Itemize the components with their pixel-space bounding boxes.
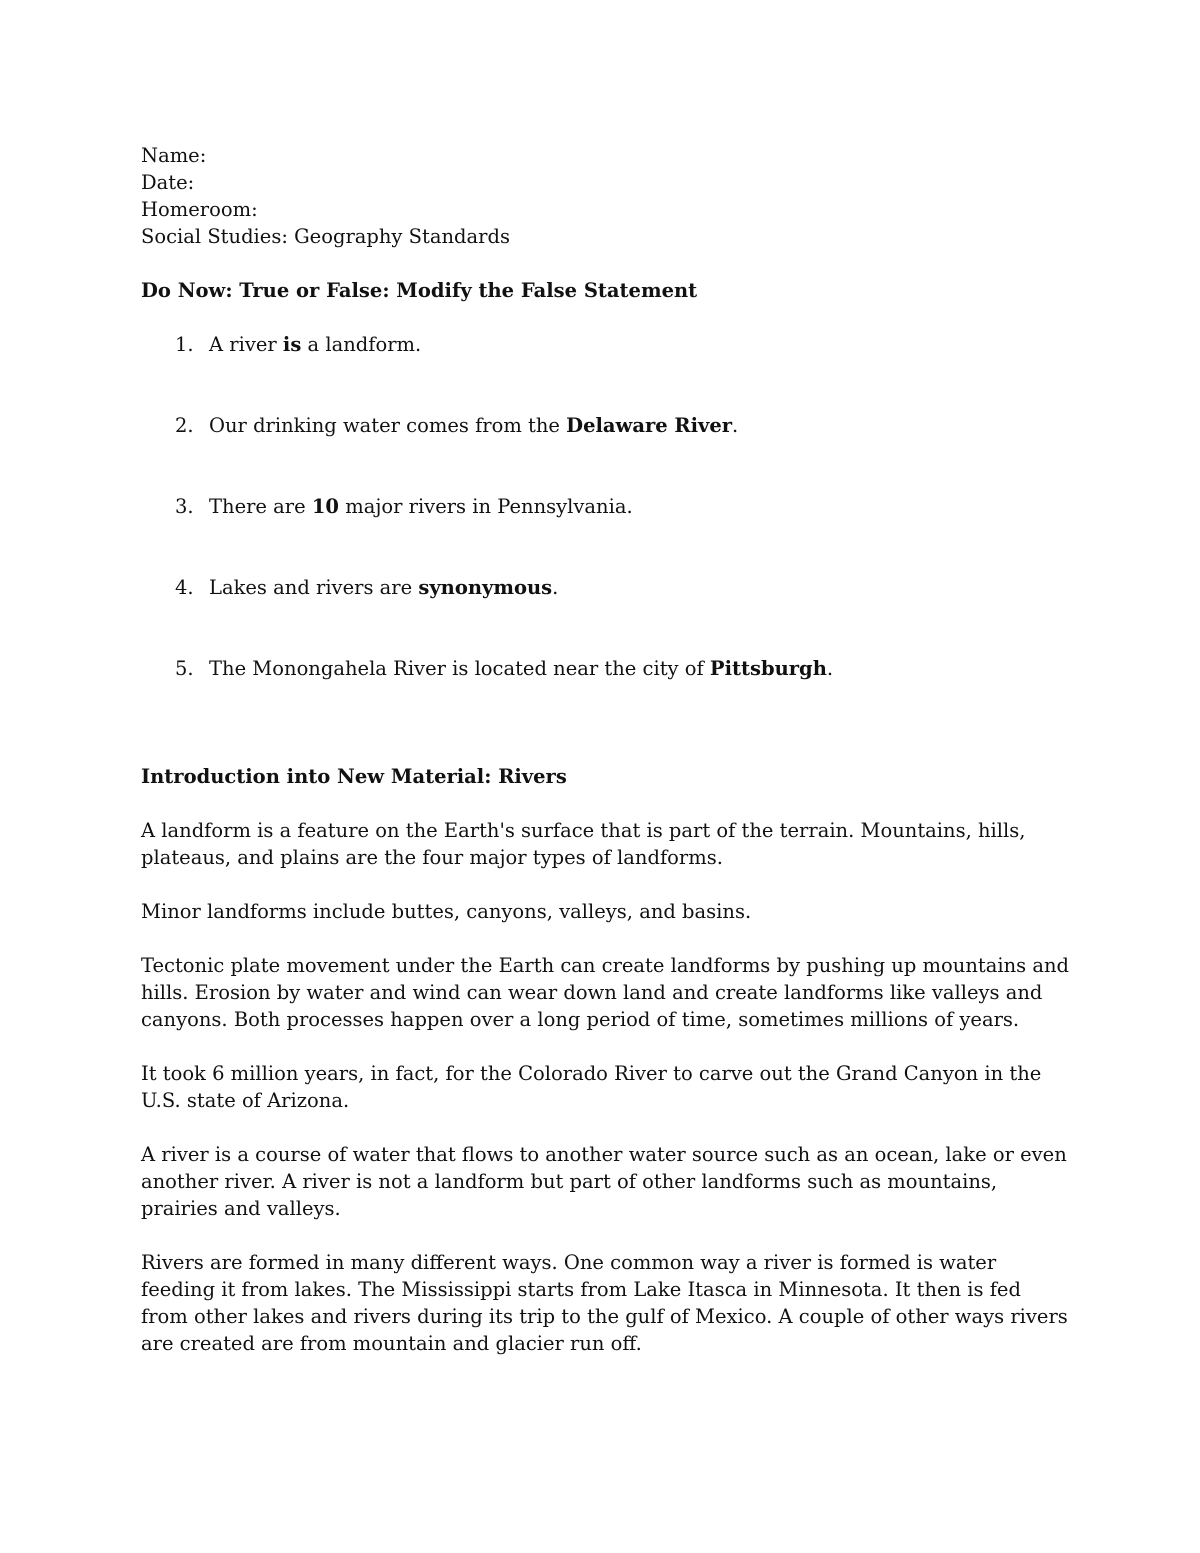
question-number: 5. <box>175 657 194 680</box>
question-number: 1. <box>175 333 194 356</box>
intro-paragraph: It took 6 million years, in fact, for the Colorado River to carve out the Grand Canyon in the U.S. state of Arizona. <box>141 1062 1042 1112</box>
intro-heading: Introduction into New Material: Rivers <box>141 765 567 788</box>
intro-paragraph: A landform is a feature on the Earth's surface that is part of the terrain. Mountains, hills, plateaus, and plains are the four major types of landforms. <box>141 819 1026 869</box>
intro-paragraph: Rivers are formed in many different ways. One common way a river is formed is water feeding it from lakes. The Mississippi starts from Lake Itasca in Minnesota. It then is fed from other lakes and rivers during its trip to the gulf of Mexico. A couple of other ways rivers are created are from mountain and glacier run off. <box>141 1251 1068 1355</box>
homeroom-label: Homeroom: <box>141 198 258 221</box>
question-emphasis: is <box>282 333 302 356</box>
question-emphasis: synonymous <box>418 576 553 599</box>
question-text: There are 10 major rivers in Pennsylvania. <box>209 495 633 518</box>
question-item <box>141 574 1071 601</box>
question-text: Lakes and rivers are synonymous. <box>209 576 559 599</box>
question-number: 2. <box>175 414 194 437</box>
intro-paragraph: A river is a course of water that flows to another water source such as an ocean, lake or even another river. A river is not a landform but part of other landforms such as mountains, prairies and valleys. <box>141 1143 1067 1220</box>
question-number: 4. <box>175 576 194 599</box>
do-now-heading: Do Now: True or False: Modify the False Statement <box>141 279 698 302</box>
subject-line: Social Studies: Geography Standards <box>141 225 510 248</box>
question-number: 3. <box>175 495 194 518</box>
question-item <box>141 412 1071 439</box>
question-item <box>141 331 1071 358</box>
document-page <box>141 142 1071 1357</box>
document-header <box>141 142 1071 250</box>
question-item <box>141 493 1071 520</box>
question-emphasis: Pittsburgh <box>709 657 827 680</box>
question-item <box>141 655 1071 682</box>
intro-paragraph: Tectonic plate movement under the Earth can create landforms by pushing up mountains and hills. Erosion by water and wind can wear down land and create landforms like valleys and canyons. Both processes happen over a long period of time, sometimes millions of years. <box>141 954 1070 1031</box>
date-label: Date: <box>141 171 195 194</box>
name-label: Name: <box>141 144 207 167</box>
question-emphasis: 10 <box>311 495 339 518</box>
question-emphasis: Delaware River <box>566 414 733 437</box>
intro-paragraph: Minor landforms include buttes, canyons, valleys, and basins. <box>141 900 752 923</box>
question-text: The Monongahela River is located near the city of Pittsburgh. <box>209 657 834 680</box>
question-text: Our drinking water comes from the Delaware River. <box>209 414 739 437</box>
question-list <box>141 331 1071 682</box>
question-text: A river is a landform. <box>209 333 422 356</box>
